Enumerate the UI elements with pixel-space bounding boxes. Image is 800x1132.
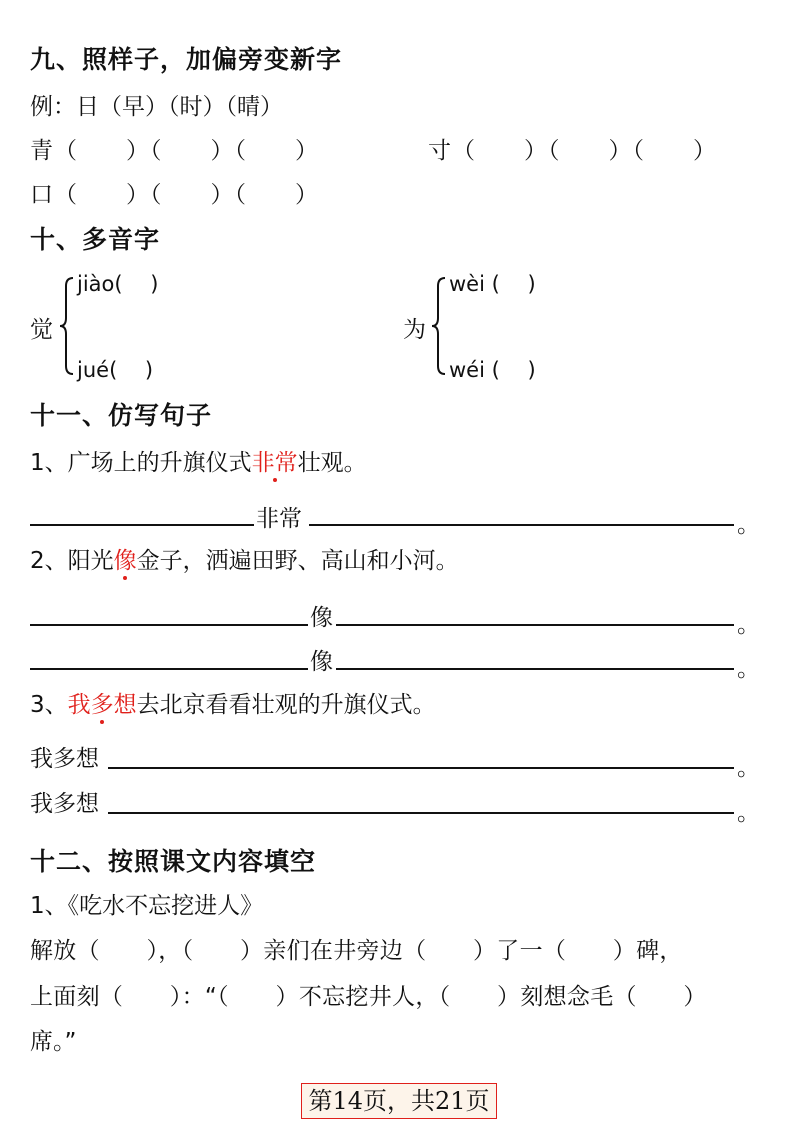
q2-blank-4[interactable] (336, 668, 734, 670)
q2-blank-word-2: 像 (310, 649, 333, 675)
q2-period-2: 。 (737, 656, 760, 682)
q1-prefix: 1、广场上的升旗仪式 (30, 450, 252, 476)
q2-blank-2[interactable] (336, 624, 734, 626)
q1-sentence (30, 444, 367, 477)
reading-wei2: wéi ( ) (449, 358, 536, 382)
section-11-title: 十一、仿写句子 (30, 401, 213, 430)
section-10-title: 十、多音字 (30, 225, 161, 254)
section-12-line-1: 解放（ ），（ ）亲们在井旁边（ ）了一（ ）碑， (30, 938, 683, 964)
q3-sentence (30, 686, 436, 719)
section-9-row2: 口（ ）（ ）（ ） (30, 182, 319, 208)
reading-jue: jué( ) (77, 358, 154, 382)
section-12-line-3: 席。” (30, 1029, 77, 1055)
section-9-example: 例：日（早）（时）（晴） (30, 94, 283, 120)
brace-left-icon (58, 276, 76, 376)
q2-period-1: 。 (737, 612, 760, 638)
polyphone-char-wei: 为 (403, 317, 426, 343)
reading-jiao: jiào( ) (77, 272, 159, 296)
q2-blank-word-1: 像 (310, 605, 333, 631)
q3-key-word: 我多想 (67, 692, 137, 718)
q2-blank-1[interactable] (30, 624, 308, 626)
polyphone-char-jue: 觉 (30, 317, 53, 343)
section-12-line-2: 上面刻（ ）：“（ ）不忘挖井人，（ ）刻想念毛（ ） (30, 984, 707, 1010)
q1-blank-word: 非常 (256, 506, 302, 532)
q2-key-word: 像 (113, 548, 137, 574)
q2-prefix: 2、阳光 (30, 548, 114, 574)
q3-prefix: 3、 (30, 692, 68, 718)
q2-blank-3[interactable] (30, 668, 308, 670)
q3-blank-word-1: 我多想 (30, 746, 99, 772)
section-9-title: 九、照样子，加偏旁变新字 (30, 45, 343, 74)
q3-blank-2[interactable] (108, 812, 734, 814)
q2-suffix: 金子，洒遍田野、高山和小河。 (136, 548, 459, 574)
q3-blank-1[interactable] (108, 767, 734, 769)
q2-sentence (30, 542, 459, 575)
q3-suffix: 去北京看看壮观的升旗仪式。 (136, 692, 436, 718)
q1-blank-2[interactable] (309, 524, 734, 526)
q3-period-2: 。 (737, 800, 760, 826)
q3-period-1: 。 (737, 755, 760, 781)
q3-blank-word-2: 我多想 (30, 791, 99, 817)
q1-blank-1[interactable] (30, 524, 254, 526)
q1-key-word: 非常 (251, 450, 298, 476)
brace-left-icon (430, 276, 448, 376)
q1-period: 。 (737, 512, 760, 538)
reading-wei4: wèi ( ) (449, 272, 536, 296)
section-12-title: 十二、按照课文内容填空 (30, 847, 317, 876)
page-number: 第14页，共21页 (301, 1083, 497, 1119)
section-9-row1-left: 青（ ）（ ）（ ） (30, 138, 319, 164)
section-9-row1-right: 寸（ ）（ ）（ ） (428, 138, 717, 164)
q1-suffix: 壮观。 (297, 450, 367, 476)
section-12-q1-title: 1、《吃水不忘挖进人》 (30, 893, 264, 919)
